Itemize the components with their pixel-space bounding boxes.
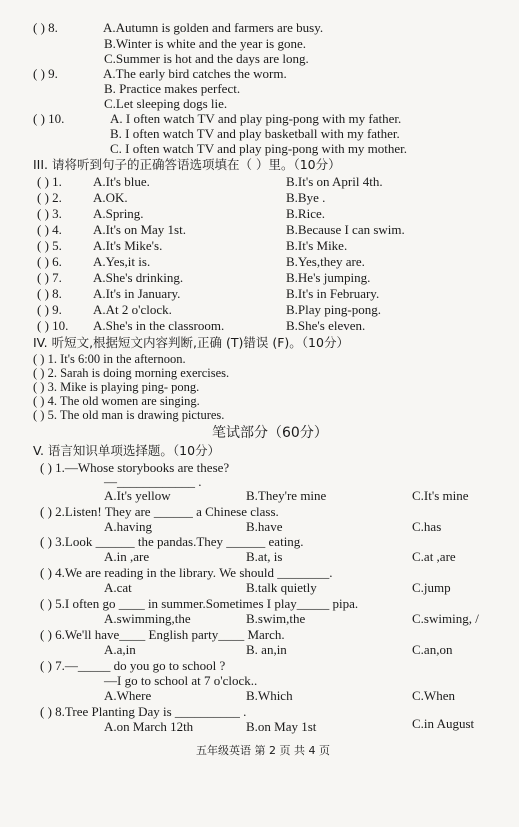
page-footer: 五年级英语 第 2 页 共 4 页 — [196, 744, 330, 757]
q5-1-blank: —____________ . — [104, 474, 202, 489]
q3-1-option-b: B.It's on April 4th. — [286, 174, 383, 189]
q5-5-option-b: B.swim,the — [246, 611, 306, 626]
q3-8-option-a: A.It's in January. — [93, 286, 181, 301]
q2-8-option-b: B.Winter is white and the year is gone. — [104, 36, 307, 51]
q2-9-option-c: C.Let sleeping dogs lie. — [104, 96, 228, 111]
q5-3-option-a: A.in ,are — [104, 549, 150, 564]
q3-9-option-a: A.At 2 o'clock. — [93, 302, 172, 317]
q3-2-option-a: A.OK. — [93, 190, 128, 205]
q5-7-stem: ( ) 7.—_____ do you go to school ? — [40, 658, 226, 673]
q5-2-option-b: B.have — [246, 519, 283, 534]
q3-3-num: ( ) 3. — [37, 206, 62, 221]
q2-8-option-c: C.Summer is hot and the days are long. — [104, 51, 309, 66]
q5-4-option-c: C.jump — [412, 580, 451, 595]
q3-5-option-a: A.It's Mike's. — [93, 238, 163, 253]
q4-5: ( ) 5. The old man is drawing pictures. — [33, 408, 225, 422]
q4-2: ( ) 2. Sarah is doing morning exercises. — [33, 366, 230, 380]
q5-3-option-c: C.at ,are — [412, 549, 456, 564]
q2-9-option-a: A.The early bird catches the worm. — [103, 66, 287, 81]
q5-1-option-a: A.It's yellow — [104, 488, 171, 503]
q3-8-num: ( ) 8. — [37, 286, 62, 301]
q5-8-option-b: B.on May 1st — [246, 719, 317, 734]
q3-1-num: ( ) 1. — [37, 174, 62, 189]
q3-4-num: ( ) 4. — [37, 222, 62, 237]
q4-4: ( ) 4. The old women are singing. — [33, 394, 200, 408]
q5-2-stem: ( ) 2.Listen! They are ______ a Chinese class. — [40, 504, 279, 519]
q5-6-option-a: A.a,in — [104, 642, 136, 657]
q5-8-option-a: A.on March 12th — [104, 719, 194, 734]
q3-9-num: ( ) 9. — [37, 302, 62, 317]
q3-6-num: ( ) 6. — [37, 254, 62, 269]
q5-3-option-b: B.at, is — [246, 549, 283, 564]
q5-6-option-c: C.an,on — [412, 642, 453, 657]
q5-7-option-a: A.Where — [104, 688, 152, 703]
q5-8-option-c: C.in August — [412, 716, 475, 731]
q2-10-option-b: B. I often watch TV and play basketball with my father. — [110, 126, 400, 141]
q2-9-num: ( ) 9. — [33, 66, 58, 81]
q3-3-option-b: B.Rice. — [286, 206, 325, 221]
q3-2-option-b: B.Bye . — [286, 190, 326, 205]
q3-4-option-b: B.Because I can swim. — [286, 222, 405, 237]
q5-5-stem: ( ) 5.I often go ____ in summer.Sometimes I play_____ pipa. — [40, 596, 359, 611]
q5-5-option-a: A.swimming,the — [104, 611, 191, 626]
q2-10-option-c: C. I often watch TV and play ping-pong with my mother. — [110, 141, 408, 156]
q5-1-stem: ( ) 1.—Whose storybooks are these? — [40, 460, 230, 475]
q5-7-option-c: C.When — [412, 688, 455, 703]
q2-9-option-b: B. Practice makes perfect. — [104, 81, 241, 96]
q5-3-stem: ( ) 3.Look ______ the pandas.They ______ eating. — [40, 534, 304, 549]
q3-2-num: ( ) 2. — [37, 190, 62, 205]
q5-7-option-b: B.Which — [246, 688, 293, 703]
q2-10-num: ( ) 10. — [33, 111, 65, 126]
section-4-heading: IV. 听短文,根据短文内容判断,正确 (T)错误 (F)。（10分） — [33, 335, 349, 350]
q5-1-option-b: B.They're mine — [246, 488, 327, 503]
q3-5-option-b: B.It's Mike. — [286, 238, 348, 253]
section-3-heading: III. 请将听到句子的正确答语选项填在（ ）里。（10分） — [33, 157, 341, 172]
q5-6-stem: ( ) 6.We'll have____ English party____ March. — [40, 627, 285, 642]
q3-7-num: ( ) 7. — [37, 270, 62, 285]
q5-4-stem: ( ) 4.We are reading in the library. We should ________. — [40, 565, 333, 580]
q5-5-option-c: C.swiming, / — [412, 611, 479, 626]
q3-6-option-a: A.Yes,it is. — [93, 254, 151, 269]
q5-2-option-c: C.has — [412, 519, 442, 534]
q5-8-stem: ( ) 8.Tree Planting Day is __________ . — [40, 704, 247, 719]
q3-9-option-b: B.Play ping-pong. — [286, 302, 381, 317]
q5-2-option-a: A.having — [104, 519, 153, 534]
q2-8-option-a: A.Autumn is golden and farmers are busy. — [103, 20, 324, 35]
section-5-heading: V. 语言知识单项选择题。（10分） — [33, 443, 221, 458]
q5-1-option-c: C.It's mine — [412, 488, 469, 503]
q3-4-option-a: A.It's on May 1st. — [93, 222, 186, 237]
q3-5-num: ( ) 5. — [37, 238, 62, 253]
q4-3: ( ) 3. Mike is playing ping- pong. — [33, 380, 200, 394]
q3-10-option-a: A.She's in the classroom. — [93, 318, 225, 333]
written-part-title: 笔试部分（60分） — [212, 425, 328, 441]
q3-1-option-a: A.It's blue. — [93, 174, 150, 189]
q2-10-option-a: A. I often watch TV and play ping-pong with my father. — [110, 111, 402, 126]
q3-7-option-b: B.He's jumping. — [286, 270, 371, 285]
q4-1: ( ) 1. It's 6:00 in the afternoon. — [33, 352, 186, 366]
q3-7-option-a: A.She's drinking. — [93, 270, 184, 285]
q5-7-response: —I go to school at 7 o'clock.. — [104, 673, 258, 688]
q2-8-num: ( ) 8. — [33, 20, 58, 35]
q5-6-option-b: B. an,in — [246, 642, 287, 657]
q3-10-num: ( ) 10. — [37, 318, 69, 333]
q5-4-option-a: A.cat — [104, 580, 132, 595]
q3-10-option-b: B.She's eleven. — [286, 318, 366, 333]
q3-8-option-b: B.It's in February. — [286, 286, 380, 301]
q3-6-option-b: B.Yes,they are. — [286, 254, 365, 269]
q5-4-option-b: B.talk quietly — [246, 580, 317, 595]
q3-3-option-a: A.Spring. — [93, 206, 144, 221]
